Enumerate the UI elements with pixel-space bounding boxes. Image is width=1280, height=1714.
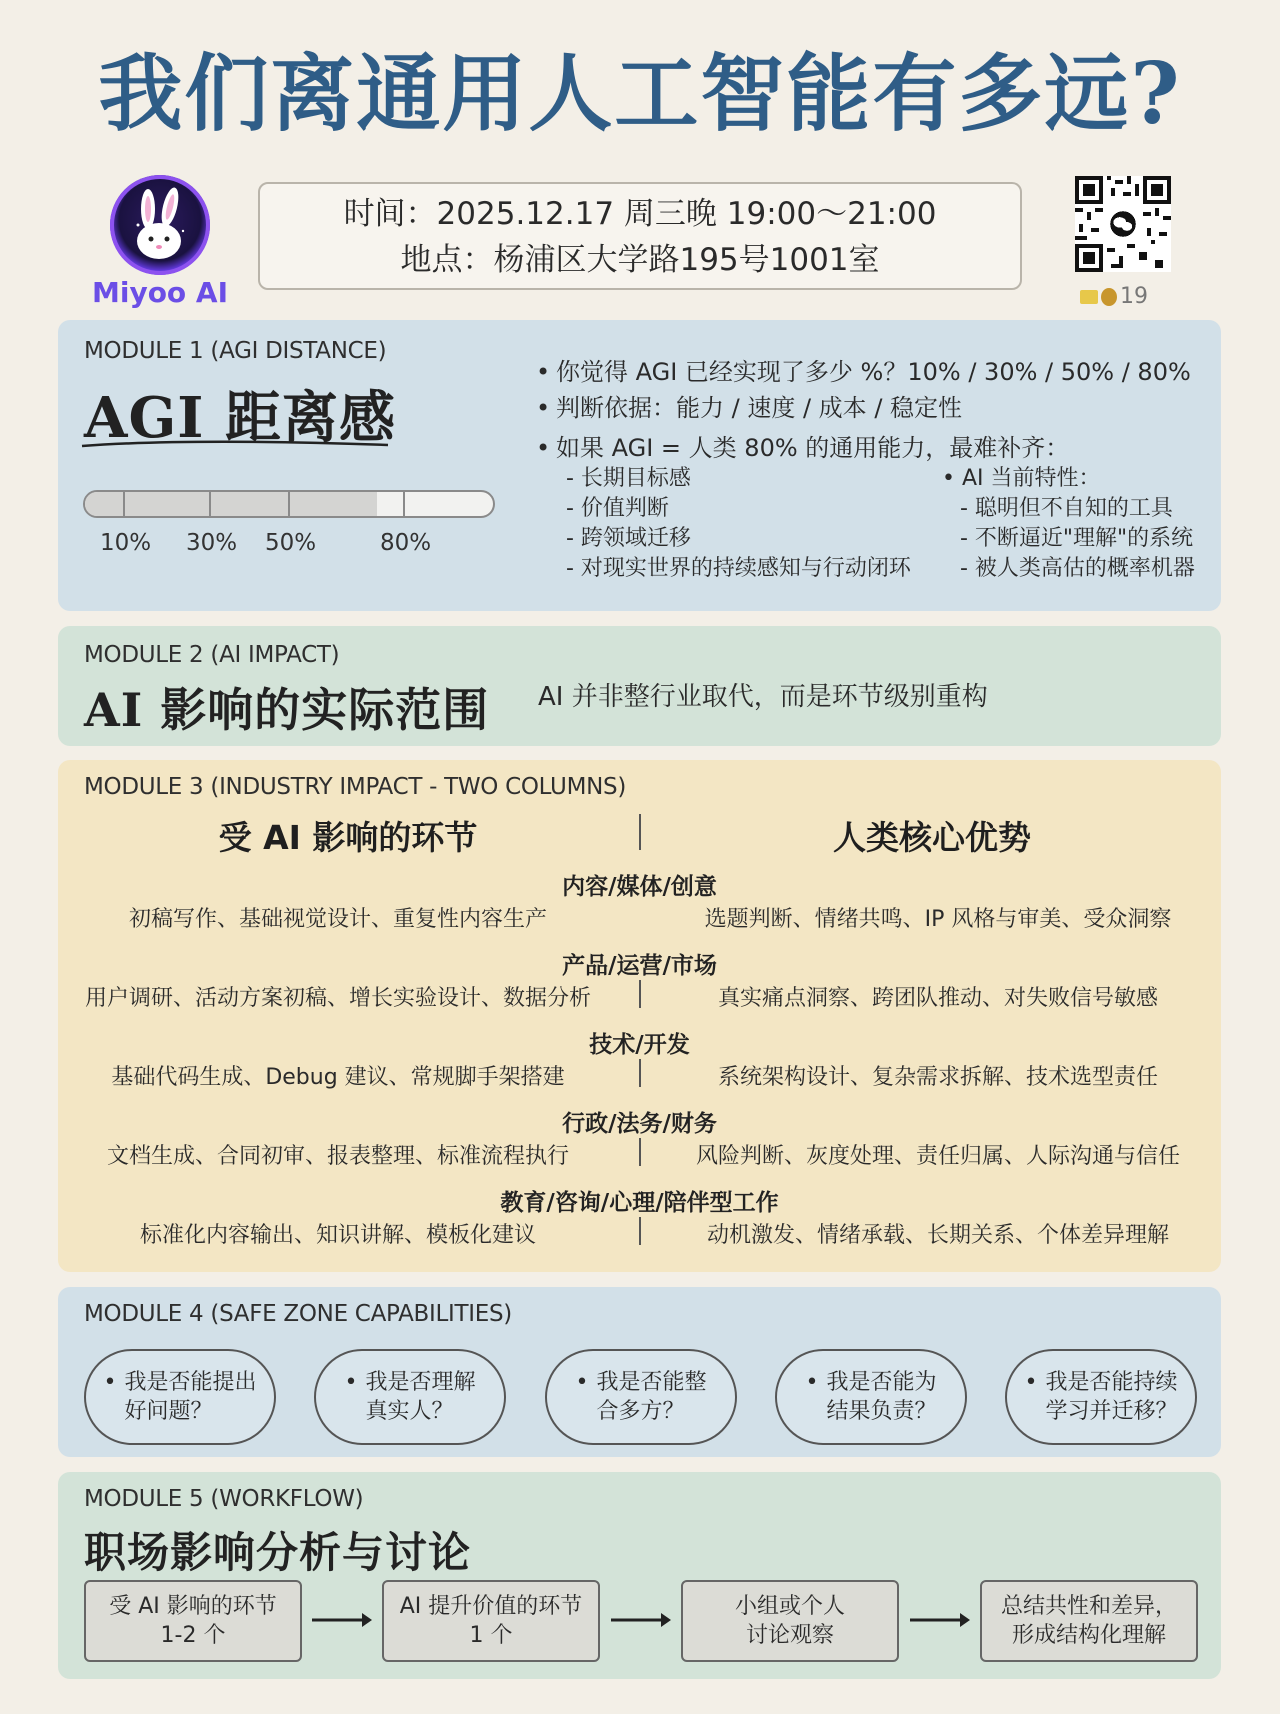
progress-fill <box>85 492 377 516</box>
list-item: - 对现实世界的持续感知与行动闭环 <box>566 556 911 581</box>
pill-line: 我是否能持续 <box>1045 1370 1178 1395</box>
step-line: 总结共性和差异， <box>1000 1594 1177 1619</box>
capability-pill: • 我是否能持续 学习并迁移？ <box>1005 1349 1197 1445</box>
module-1-label: MODULE 1 (AGI DISTANCE) <box>84 338 387 364</box>
poster-title: 我们离通用人工智能有多远? <box>98 44 1182 143</box>
tick-label: 50% <box>265 530 317 556</box>
human-advantages: 系统架构设计、复杂需求拆解、技术选型责任 <box>717 1065 1158 1090</box>
module-5-label: MODULE 5 (WORKFLOW) <box>84 1486 364 1512</box>
agi-progress-bar <box>83 490 495 518</box>
ai-traits-title: • AI 当前特性： <box>942 466 1101 491</box>
workflow-step <box>382 1580 600 1662</box>
module-2-ai-impact <box>58 626 1221 746</box>
list-item: - 不断逼近"理解"的系统 <box>960 526 1194 551</box>
arrow-right-icon <box>310 1610 374 1630</box>
module-3-label: MODULE 3 (INDUSTRY IMPACT - TWO COLUMNS) <box>84 774 626 800</box>
step-line: AI 提升价值的环节 <box>399 1594 583 1619</box>
step-line: 1-2 个 <box>160 1623 226 1648</box>
left-column-heading: 受 AI 影响的环节 <box>218 818 478 857</box>
workflow-step <box>980 1580 1198 1662</box>
module-2-heading: AI 影响的实际范围 <box>84 683 490 737</box>
step-line: 形成结构化理解 <box>1011 1623 1166 1648</box>
capability-pill: • 我是否能为 结果负责？ <box>775 1349 967 1445</box>
impacted-tasks: 用户调研、活动方案初稿、增长实验设计、数据分析 <box>84 986 591 1011</box>
module-1-agi-distance <box>58 320 1221 611</box>
module-1-heading: AGI 距离感 <box>84 385 396 451</box>
step-line: 讨论观察 <box>745 1623 834 1648</box>
human-advantages: 动机激发、情绪承载、长期关系、个体差异理解 <box>706 1223 1169 1248</box>
human-advantages: 风险判断、灰度处理、责任归属、人际沟通与信任 <box>695 1144 1180 1169</box>
logo-wordmark: Miyoo AI <box>91 276 229 309</box>
list-item: - 聪明但不自知的工具 <box>960 496 1173 521</box>
module-2-description: AI 并非整行业取代，而是环节级别重构 <box>538 682 988 712</box>
list-item: - 跨领域迁移 <box>566 526 691 551</box>
arrow-right-icon <box>609 1610 673 1630</box>
human-advantages: 选题判断、情绪共鸣、IP 风格与审美、受众洞察 <box>704 907 1172 932</box>
bullet-item: • 你觉得 AGI 已经实现了多少 %？10% / 30% / 50% / 80% <box>536 354 1191 390</box>
module-4-safe-zone <box>58 1287 1221 1457</box>
human-advantages: 真实痛点洞察、跨团队推动、对失败信号敏感 <box>717 986 1158 1011</box>
module-5-workflow <box>58 1472 1221 1679</box>
category-label: 行政/法务/财务 <box>562 1111 717 1137</box>
impacted-tasks: 初稿写作、基础视觉设计、重复性内容生产 <box>128 907 547 932</box>
capability-pill: • 我是否能提出 好问题？ <box>84 1349 276 1445</box>
pill-line: 我是否能提出 <box>124 1370 257 1395</box>
event-time: 时间：2025.12.17 周三晚 19:00～21:00 <box>343 196 937 232</box>
bullet-item: • 如果 AGI = 人类 80% 的通用能力，最难补齐： <box>536 430 1191 466</box>
module-3-industry-impact <box>58 760 1221 1272</box>
tick-label: 30% <box>186 530 238 556</box>
hard-items-list <box>566 464 911 584</box>
module-5-heading: 职场影响分析与讨论 <box>84 1528 472 1577</box>
impacted-tasks: 标准化内容输出、知识讲解、模板化建议 <box>139 1223 536 1248</box>
ai-traits-list <box>942 464 1195 584</box>
wechat-qr-code-icon[interactable] <box>1075 176 1171 272</box>
tick-label: 80% <box>380 530 432 556</box>
pill-line: 我是否理解 <box>365 1370 476 1395</box>
column-divider <box>639 814 641 850</box>
column-divider <box>639 1059 641 1087</box>
category-label: 教育/咨询/心理/陪伴型工作 <box>500 1190 779 1216</box>
workflow-step <box>681 1580 899 1662</box>
step-line: 1 个 <box>469 1623 513 1648</box>
category-label: 产品/运营/市场 <box>562 953 717 979</box>
bullet-item: • 判断依据：能力 / 速度 / 成本 / 稳定性 <box>536 390 1191 426</box>
qr-badge <box>1080 284 1148 309</box>
miyoo-logo <box>80 172 230 312</box>
pill-line: 学习并迁移？ <box>1045 1399 1178 1424</box>
event-place: 地点：杨浦区大学路195号1001室 <box>400 242 880 278</box>
pill-line: 我是否能为 <box>826 1370 937 1395</box>
pill-line: 真实人？ <box>365 1399 454 1424</box>
column-divider <box>639 1138 641 1166</box>
money-bag-icon <box>1101 288 1117 306</box>
list-item: - 被人类高估的概率机器 <box>960 556 1195 581</box>
list-item: - 价值判断 <box>566 496 669 521</box>
category-label: 内容/媒体/创意 <box>562 874 717 900</box>
rabbit-logo-icon <box>110 175 210 275</box>
impacted-tasks: 基础代码生成、Debug 建议、常规脚手架搭建 <box>111 1065 565 1090</box>
impacted-tasks: 文档生成、合同初审、报表整理、标准流程执行 <box>106 1144 569 1169</box>
module-2-label: MODULE 2 (AI IMPACT) <box>84 642 340 668</box>
category-label: 技术/开发 <box>589 1032 690 1058</box>
column-divider <box>639 1217 641 1245</box>
capability-pill: • 我是否能整 合多方？ <box>545 1349 737 1445</box>
pill-line: 合多方？ <box>596 1399 685 1424</box>
event-info-box <box>258 182 1022 290</box>
pill-line: 好问题？ <box>124 1399 213 1424</box>
step-line: 小组或个人 <box>734 1594 845 1619</box>
pill-line: 我是否能整 <box>596 1370 707 1395</box>
module-4-label: MODULE 4 (SAFE ZONE CAPABILITIES) <box>84 1301 512 1327</box>
module-1-bullets <box>536 354 1191 466</box>
price-value: 19 <box>1120 284 1148 309</box>
heading-underline <box>80 438 390 450</box>
arrow-right-icon <box>908 1610 972 1630</box>
pill-line: 结果负责？ <box>826 1399 937 1424</box>
right-column-heading: 人类核心优势 <box>833 818 1031 857</box>
list-item: - 长期目标感 <box>566 466 691 491</box>
card-icon <box>1080 290 1098 304</box>
step-line: 受 AI 影响的环节 <box>109 1594 277 1619</box>
workflow-step <box>84 1580 302 1662</box>
tick-label: 10% <box>100 530 152 556</box>
column-divider <box>639 980 641 1008</box>
capability-pill: • 我是否理解 真实人？ <box>314 1349 506 1445</box>
